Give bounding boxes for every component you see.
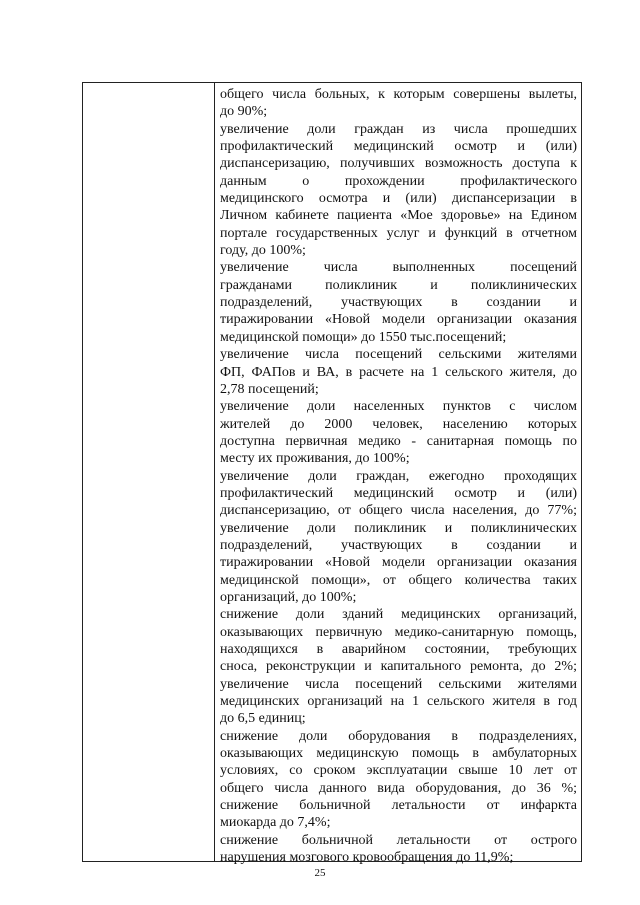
text-line: увеличение доли граждан из числа прошедших [220, 121, 577, 137]
text-line: увеличение числа посещений сельскими жителями [220, 347, 577, 363]
text-line: жителей до 2000 человек, населению которых [220, 416, 577, 432]
text-line: снижение доли зданий медицинских организаций, [220, 607, 577, 623]
text-line: портале государственных услуг и функций в отчетном [220, 225, 577, 241]
text-line: подразделений, участвующих в создании и [220, 295, 577, 311]
text-line: тиражировании «Новой модели организации оказания [220, 555, 577, 571]
text-line: снижение доли оборудования в подразделениях, [220, 728, 577, 744]
text-line: 2,78 посещений; [220, 381, 319, 397]
text-line: профилактический медицинский осмотр и (или) [220, 485, 577, 501]
text-line: оказывающих медицинскую помощь в амбулаторных [220, 746, 577, 762]
text-line: до 90%; [220, 104, 268, 120]
text-line: оказывающих первичную медико-санитарную помощь, [220, 624, 577, 640]
text-line: организаций, до 100%; [220, 589, 357, 605]
text-line: увеличение числа посещений сельскими жителями [220, 676, 577, 692]
text-line: году, до 100%; [220, 243, 306, 259]
text-line: медицинских организаций на 1 сельского жителя в год [220, 694, 577, 710]
text-line: общего числа больных, к которым совершены вылеты, [220, 87, 577, 102]
page-number: 25 [314, 867, 326, 879]
text-line: увеличение доли граждан, ежегодно проходящих [220, 468, 577, 484]
text-line: снижение больничной летальности от инфаркта [220, 798, 577, 814]
text-line: подразделений, участвующих в создании и [220, 537, 577, 553]
text-line: гражданами поликлиник и поликлинических [220, 277, 577, 293]
text-line: сноса, реконструкции и капитального ремонта, до 2%; [220, 659, 577, 675]
text-line: тиражировании «Новой модели организации оказания [220, 312, 577, 328]
text-line: доступна первичная медико - санитарная помощь по [220, 433, 577, 449]
text-line: увеличение доли населенных пунктов с числом [220, 399, 577, 415]
text-line: общего числа данного вида оборудования, до 36 %; [220, 780, 577, 796]
table-left-column [83, 83, 215, 861]
text-line: медицинского осмотра и (или) диспансеризации в [220, 191, 577, 207]
text-line: ФП, ФАПов и ВА, в расчете на 1 сельского жителя, до [220, 364, 577, 380]
text-line: Личном кабинете пациента «Мое здоровье» на Едином [220, 208, 577, 224]
text-line: до 6,5 единиц; [220, 711, 306, 727]
text-line: условиях, со сроком эксплуатации свыше 10 лет от [220, 763, 577, 779]
text-line: диспансеризацию, от общего числа населения, до 77%; [220, 503, 577, 519]
text-line: увеличение доли поликлиник и поликлинических [220, 520, 577, 536]
table-right-column [215, 83, 581, 866]
text-line: увеличение числа выполненных посещений [220, 260, 577, 276]
text-line: медицинской помощи», от общего количества таких [220, 572, 577, 588]
text-line: находящихся в аварийном состоянии, требующих [220, 642, 577, 657]
text-line: нарушения мозгового кровообращения до 11,9%; [220, 850, 514, 866]
text-line: медицинской помощи» до 1550 тыс.посещений; [220, 329, 507, 345]
text-line: диспансеризацию, получивших возможность доступа к [220, 156, 577, 172]
text-line: профилактический медицинский осмотр и (или) [220, 139, 577, 155]
text-line: месту их проживания, до 100%; [220, 451, 410, 467]
text-line: данным о прохождении профилактического [220, 173, 577, 189]
text-line: миокарда до 7,4%; [220, 815, 331, 831]
indicators-table [82, 82, 582, 866]
text-line: снижение больничной летальности от острого [220, 832, 577, 848]
